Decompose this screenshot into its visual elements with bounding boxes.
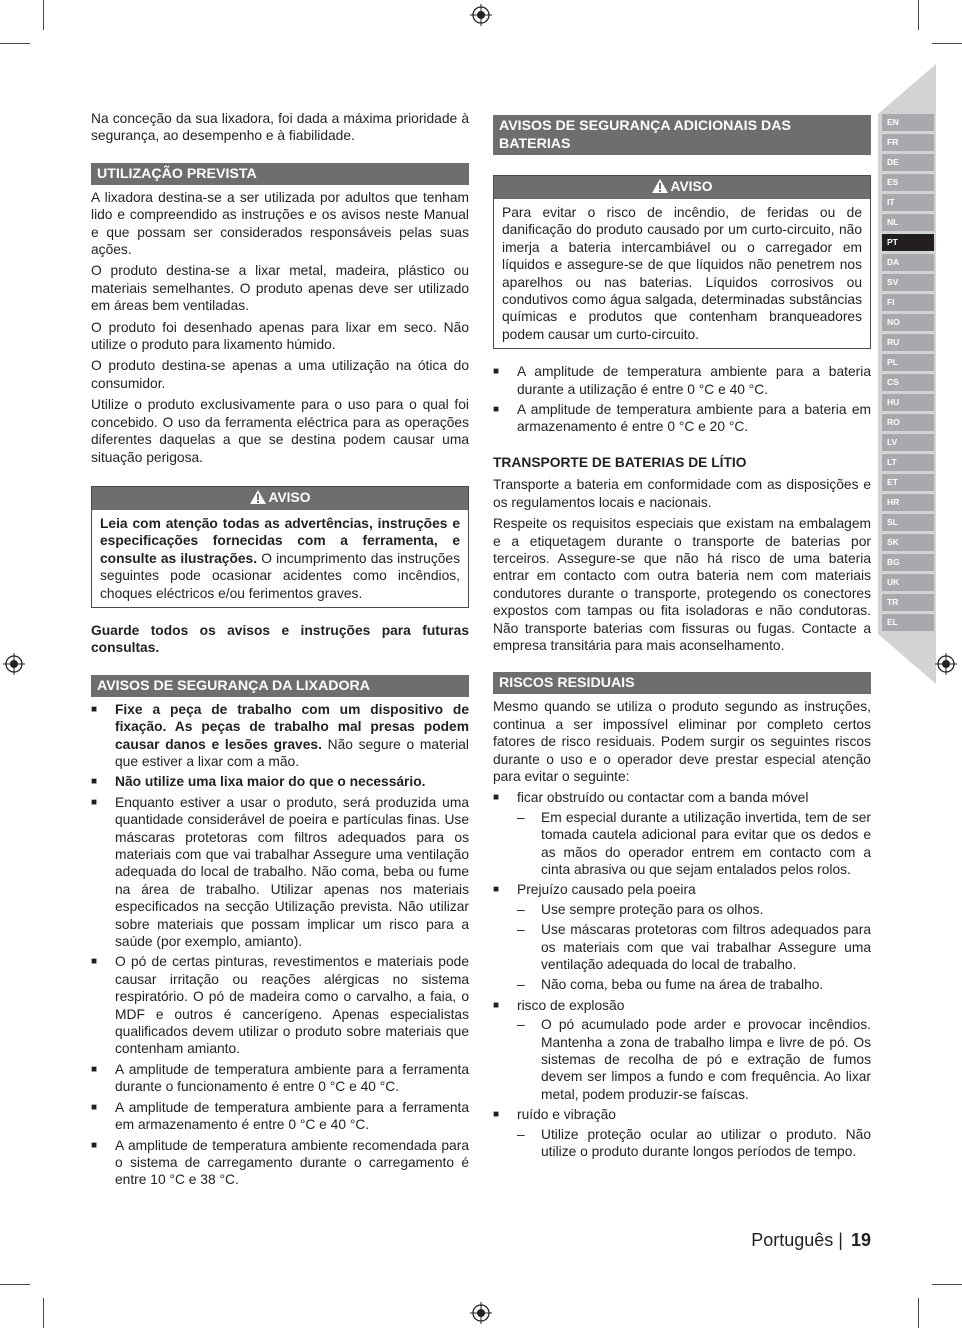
lang-tab-cs[interactable]: CS bbox=[882, 374, 934, 391]
crop-mark bbox=[932, 43, 962, 44]
warning-header bbox=[92, 487, 468, 510]
list-item: ■ A amplitude de temperatura ambiente para a ferramenta em armazenamento é entre 0 °C e 40 °C. bbox=[91, 1099, 469, 1133]
crop-mark bbox=[918, 1298, 919, 1328]
lang-tab-lv[interactable]: LV bbox=[882, 434, 934, 451]
sub-list bbox=[517, 1016, 871, 1103]
crop-mark bbox=[918, 0, 919, 30]
paragraph: O produto destina-se a lixar metal, madeira, plástico ou materiais semelhantes. O produto apenas deve ser utilizado em áreas bem ventiladas. bbox=[91, 263, 469, 314]
residual-risks-list bbox=[493, 789, 871, 1160]
registration-mark-icon bbox=[470, 1302, 492, 1324]
lang-tab-sv[interactable]: SV bbox=[882, 274, 934, 291]
page-number: 19 bbox=[850, 1230, 871, 1250]
sander-safety-list bbox=[91, 701, 469, 1189]
warning-triangle-icon bbox=[250, 490, 266, 504]
lang-tab-tr[interactable]: TR bbox=[882, 594, 934, 611]
crop-mark bbox=[43, 0, 44, 30]
warning-body bbox=[494, 199, 870, 348]
warning-text: Para evitar o risco de incêndio, de feridas ou de danificação do produto causado por um curto-circuito, não imerja a bateria intercambiável ou o carregador em líquidos e assegure-se de que líquidos não penetrem nos aparelhos ou nas baterias. Líquidos corrosivos ou condutivos como água salgada, determinadas substâncias químicas e produtos que contenham branqueadores podem causar um curto-circuito. bbox=[502, 205, 862, 342]
lang-tab-pt[interactable]: PT bbox=[882, 234, 934, 251]
warning-text: O incumprimento das instruções seguintes pode ocasionar acidentes como incêndios, choques eléctricos e/ou ferimentos graves. bbox=[100, 550, 460, 601]
right-column bbox=[493, 110, 871, 1164]
warning-triangle-icon bbox=[652, 179, 668, 193]
language-tabs bbox=[882, 114, 934, 634]
warning-bold-text: Leia com atenção todas as advertências, instruções e especificações fornecidas com a ferramenta, e consulte as ilustrações. bbox=[100, 515, 460, 566]
list-item: ■ risco de explosão – O pó acumulado pode arder e provocar incêndios. Mantenha a zona de trabalho limpa e livre de pó. Os sistemas de recolha de pó e extração de fumos devem ser limpos a fundo e com frequência. Ao lixar metal, podem produzir-se faíscas. bbox=[493, 997, 871, 1102]
list-item: ■ Fixe a peça de trabalho com um dispositivo de fixação. As peças de trabalho mal presas podem causar danos e lesões graves. Não segure o material que estiver a lixar com a mão. bbox=[91, 701, 470, 769]
paragraph: Respeite os requisitos especiais que existam na embalagem e a etiquetagem durante o transporte de baterias por terceiros. Assegure-se que não há risco de uma bateria entrar em contacto com outra bateria nem com materiais condutores durante o transporte, protegendo os conectores expostos com tampas ou fita isoladoras e não condutoras. Não transporte baterias com fissuras ou fugas. Contacte a empresa transitária para mais aconselhamento. bbox=[493, 516, 871, 653]
sub-list bbox=[517, 1126, 871, 1161]
sub-list bbox=[517, 809, 871, 879]
lang-tab-no[interactable]: NO bbox=[882, 314, 934, 331]
lang-tab-it[interactable]: IT bbox=[882, 194, 934, 211]
registration-mark-icon bbox=[3, 653, 25, 675]
lang-tab-uk[interactable]: UK bbox=[882, 574, 934, 591]
paragraph: O produto destina-se apenas a uma utilização na ótica do consumidor. bbox=[91, 358, 469, 391]
battery-temperature-list bbox=[493, 363, 871, 436]
crop-mark bbox=[0, 1284, 30, 1285]
registration-mark-icon bbox=[935, 653, 957, 675]
warning-header bbox=[494, 176, 870, 199]
section-header-intended-use: UTILIZAÇÃO PREVISTA bbox=[91, 163, 469, 185]
warning-box bbox=[91, 486, 469, 608]
intro-text: Na conceção da sua lixadora, foi dada a máxima prioridade à segurança, ao desempenho e à fiabilidade. bbox=[91, 111, 469, 144]
list-item: ■ ruído e vibração – Utilize proteção ocular ao utilizar o produto. Não utilize o produto durante longos períodos de tempo. bbox=[493, 1107, 871, 1160]
lang-tab-hu[interactable]: HU bbox=[882, 394, 934, 411]
sub-list-item: – Em especial durante a utilização invertida, tem de ser tomada cautela adicional para evitar que os dedos e as mãos do operador entrem em contacto com a cinta abrasiva ou que sejam entalados pelos rolos. bbox=[517, 809, 871, 877]
list-item: ■ A amplitude de temperatura ambiente para a bateria durante a utilização é entre 0 °C e 40 °C. bbox=[493, 364, 871, 397]
lang-tab-fi[interactable]: FI bbox=[882, 294, 934, 311]
sub-list bbox=[517, 901, 871, 994]
sub-list-item: – O pó acumulado pode arder e provocar incêndios. Mantenha a zona de trabalho limpa e livre de pó. Os sistemas de recolha de pó e extração de fumos devem ser limpos a fundo e com frequência. Ao lixar metal, podem produzir-se faíscas. bbox=[517, 1017, 871, 1102]
list-item: ■ Não utilize uma lixa maior do que o necessário. bbox=[91, 774, 426, 790]
lang-tab-pl[interactable]: PL bbox=[882, 354, 934, 371]
list-item: ■ ficar obstruído ou contactar com a banda móvel – Em especial durante a utilização invertida, tem de ser tomada cautela adicional para evitar que os dedos e as mãos do operador entrem em contacto com a cinta abrasiva ou que sejam entalados pelos rolos. bbox=[493, 790, 871, 877]
list-item: ■ O pó de certas pinturas, revestimentos e materiais pode causar irritação ou reações alérgicas no sistema respiratório. O pó de madeira como o carvalho, a faia, o MDF e outros é cancerígeno. Apenas especialistas qualificados devem utilizar o produto sobre materiais que contenham amianto. bbox=[91, 954, 469, 1057]
list-item: ■ A amplitude de temperatura ambiente para a bateria em armazenamento é entre 0 °C e 20 °C. bbox=[493, 402, 871, 435]
list-item: ■ A amplitude de temperatura ambiente para a ferramenta durante o funcionamento é entre 0 °C e 40 °C. bbox=[91, 1061, 469, 1095]
lang-tab-hr[interactable]: HR bbox=[882, 494, 934, 511]
crop-mark bbox=[0, 43, 30, 44]
lang-tab-sl[interactable]: SL bbox=[882, 514, 934, 531]
section-header-residual-risks: RISCOS RESIDUAIS bbox=[493, 672, 871, 694]
sub-list-item: – Utilize proteção ocular ao utilizar o produto. Não utilize o produto durante longos períodos de tempo. bbox=[517, 1126, 871, 1160]
lang-tab-sk[interactable]: SK bbox=[882, 534, 934, 551]
warning-body bbox=[92, 510, 468, 607]
transport-title: TRANSPORTE DE BATERIAS DE LÍTIO bbox=[493, 454, 747, 470]
paragraph: Mesmo quando se utiliza o produto segundo as instruções, continua a ser impossível eliminar por completo certos fatores de risco residuais. Podem surgir os seguintes riscos durante o uso e o operador deve prestar especial atenção para evitar o seguinte: bbox=[493, 699, 871, 784]
keep-instructions-note: Guarde todos os avisos e instruções para futuras consultas. bbox=[91, 622, 469, 656]
registration-mark-icon bbox=[470, 4, 492, 26]
list-item: ■ A amplitude de temperatura ambiente recomendada para o sistema de carregamento durante o carregamento é entre 10 °C e 38 °C. bbox=[91, 1137, 469, 1188]
warning-title: AVISO bbox=[670, 179, 713, 194]
paragraph: Transporte a bateria em conformidade com as disposições e os regulamentos locais e nacionais. bbox=[493, 477, 871, 510]
paragraph: O produto foi desenhado apenas para lixar em seco. Não utilize o produto para lixamento húmido. bbox=[91, 319, 469, 353]
lang-tab-da[interactable]: DA bbox=[882, 254, 934, 271]
crop-mark bbox=[932, 1284, 962, 1285]
list-item: ■ Enquanto estiver a usar o produto, será produzida uma quantidade considerável de poeira e partículas finas. Use máscaras protetoras com filtros adequados para os materiais com que vai trabalhar Assegure uma ventilação adequada do local de trabalho. Não coma, beba ou fume na área de trabalho. Utilizar apenas nos materiais especificados na secção Utilização prevista. Não utilizar sobre materiais que possam implicar um risco para a saúde (por exemplo, amianto). bbox=[91, 794, 469, 950]
paragraph: Utilize o produto exclusivamente para o uso para o qual foi concebido. O uso da ferramenta eléctrica para as operações diferentes daquelas a que se destina podem causar uma situação perigosa. bbox=[91, 397, 469, 465]
lang-tab-lt[interactable]: LT bbox=[882, 454, 934, 471]
left-column bbox=[91, 110, 469, 1192]
lang-tab-en[interactable]: EN bbox=[882, 114, 934, 131]
sub-list-item: – Não coma, beba ou fume na área de trabalho. bbox=[517, 977, 824, 993]
warning-box bbox=[493, 175, 871, 349]
page-footer bbox=[751, 1230, 871, 1251]
crop-mark bbox=[43, 1298, 44, 1328]
lang-tab-fr[interactable]: FR bbox=[882, 134, 934, 151]
footer-language: Português | bbox=[751, 1230, 843, 1250]
lang-tab-de[interactable]: DE bbox=[882, 154, 934, 171]
lang-tab-ro[interactable]: RO bbox=[882, 414, 934, 431]
section-header-battery-safety: AVISOS DE SEGURANÇA ADICIONAIS DAS BATERIAS bbox=[493, 115, 871, 155]
lang-tab-nl[interactable]: NL bbox=[882, 214, 934, 231]
lang-tab-et[interactable]: ET bbox=[882, 474, 934, 491]
list-item: ■ Prejuízo causado pela poeira – Use sempre proteção para os olhos. – Use máscaras protetoras com filtros adequados para os materiais com que vai trabalhar Assegure uma ventilação adequada do local de trabalho. – Não coma, beba ou fume na área de trabalho. bbox=[493, 882, 871, 993]
lang-tab-el[interactable]: EL bbox=[882, 614, 934, 631]
warning-title: AVISO bbox=[268, 489, 311, 505]
lang-tab-bg[interactable]: BG bbox=[882, 554, 934, 571]
lang-tab-ru[interactable]: RU bbox=[882, 334, 934, 351]
sub-list-item: – Use sempre proteção para os olhos. bbox=[517, 901, 764, 917]
paragraph: A lixadora destina-se a ser utilizada por adultos que tenham lido e compreendido as instruções e os avisos neste Manual e que possam ser considerados responsáveis pelas suas ações. bbox=[91, 189, 469, 258]
section-header-sander-safety: AVISOS DE SEGURANÇA DA LIXADORA bbox=[91, 675, 469, 697]
sub-list-item: – Use máscaras protetoras com filtros adequados para os materiais com que vai trabalhar Assegure uma ventilação adequada do local de trabalho. bbox=[517, 922, 871, 973]
lang-tab-es[interactable]: ES bbox=[882, 174, 934, 191]
